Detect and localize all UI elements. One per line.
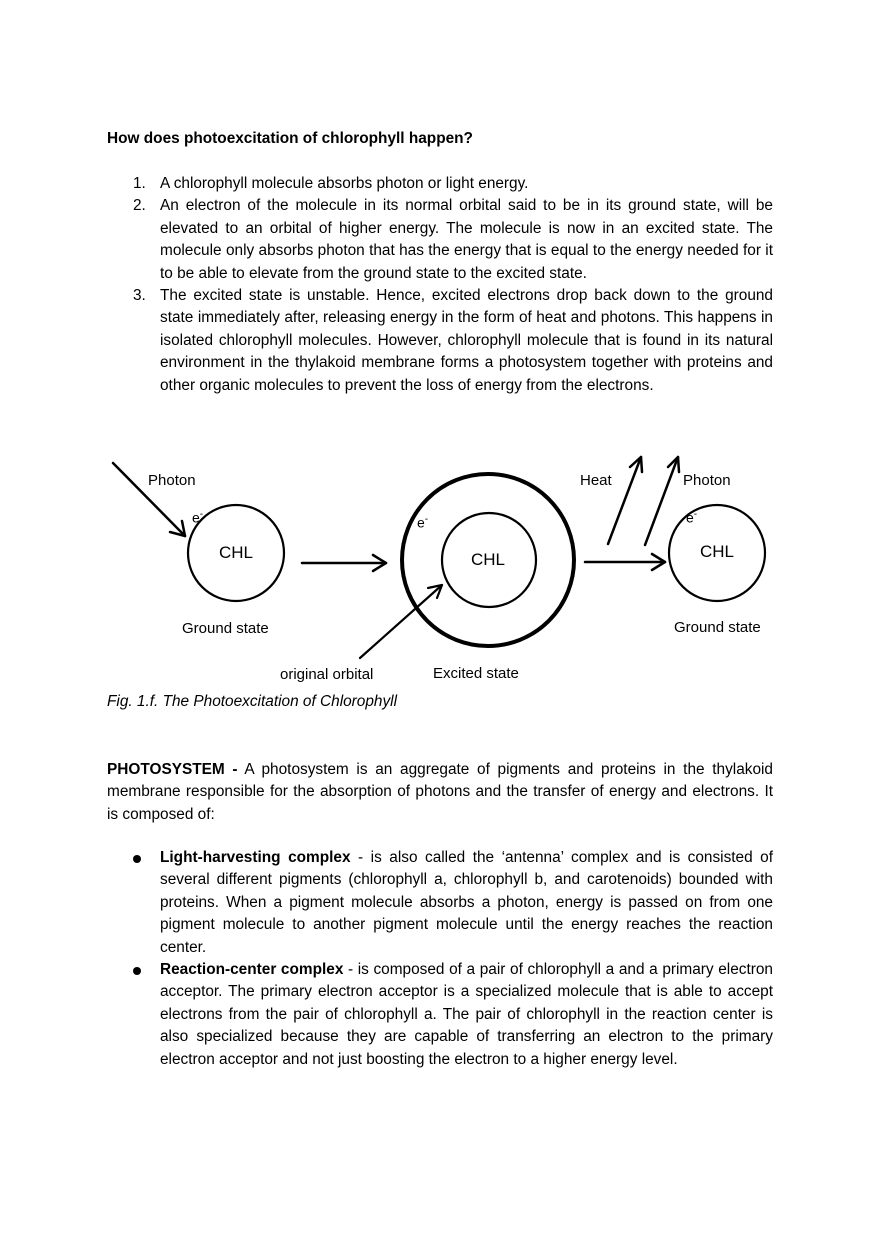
section-heading: How does photoexcitation of chlorophyll happen? xyxy=(107,130,473,147)
component-term: Reaction-center complex xyxy=(160,961,344,979)
photoexcitation-diagram xyxy=(0,440,880,700)
list-item xyxy=(107,195,773,285)
list-text: A chlorophyll molecule absorbs photon or light energy. xyxy=(160,175,529,192)
right-arrow-icon xyxy=(585,554,665,570)
steps-list xyxy=(107,173,773,397)
electron-label-right: e- xyxy=(686,509,698,526)
component-text: - is also called the ‘antenna’ complex and is consisted of several different pigments (chlorophyll a, chlorophyll b, and carotenoids) bounded with proteins. When a pigment molecule absorbs a photon, energy is passed on from one pigment molecule to another pigment molecule until the energy reaches the reaction center. xyxy=(160,849,773,956)
bullet-icon xyxy=(133,855,141,863)
photosystem-paragraph xyxy=(107,759,773,826)
list-item xyxy=(107,173,773,195)
right-arrow-icon xyxy=(302,555,386,571)
list-number: 1. xyxy=(133,175,146,192)
electron-label-left: e- xyxy=(192,509,204,526)
ground-state-label-right: Ground state xyxy=(674,619,761,636)
chl-label-left: CHL xyxy=(219,543,254,562)
photon-in-label: Photon xyxy=(148,472,196,489)
photosystem-term: PHOTOSYSTEM - xyxy=(107,761,238,778)
list-number: 3. xyxy=(133,287,146,305)
figure-caption: Fig. 1.f. The Photoexcitation of Chlorophyll xyxy=(107,693,398,710)
chl-label-excited: CHL xyxy=(471,550,506,569)
photoexcitation-figure xyxy=(0,440,880,700)
component-text: - is composed of a pair of chlorophyll a and a primary electron acceptor. The primary electron acceptor is a specialized molecule that is able to accept electrons from the pair of chlorophyll a. The pair of chlorophyll in the reaction center is also specialized because they are capable of transferring an electron to the primary electron acceptor and not just boosting the electron to a higher energy level. xyxy=(160,961,773,1068)
bullet-icon xyxy=(133,967,141,975)
list-text: An electron of the molecule in its normal orbital said to be in its ground state, will be elevated to an orbital of higher energy. The molecule is now in an excited state. The molecule only absorbs photon that has the energy that is equal to the energy needed for it to be able to elevate from the ground state to the excited state. xyxy=(160,197,773,282)
component-term: Light-harvesting complex xyxy=(160,849,351,866)
electron-label-excited: e- xyxy=(417,514,429,531)
list-number: 2. xyxy=(133,197,146,215)
list-item xyxy=(107,959,773,1071)
photon-out-label: Photon xyxy=(683,472,731,489)
components-list xyxy=(107,847,773,1071)
chl-label-right: CHL xyxy=(700,542,735,561)
excited-state-label: Excited state xyxy=(433,665,519,682)
original-orbital-label: original orbital xyxy=(280,666,374,683)
heat-label: Heat xyxy=(580,472,612,489)
photosystem-definition: A photosystem is an aggregate of pigments and proteins in the thylakoid membrane responsible for the absorption of photons and the transfer of energy and electrons. It is composed of: xyxy=(107,761,773,823)
ground-state-label-left: Ground state xyxy=(182,620,269,637)
list-text: The excited state is unstable. Hence, excited electrons drop back down to the ground state immediately after, releasing energy in the form of heat and photons. This happens in isolated chlorophyll molecules. However, chlorophyll molecule that is found in its natural environment in the thylakoid membrane forms a photosystem together with proteins and other organic molecules to prevent the loss of energy from the electrons. xyxy=(160,287,773,394)
list-item xyxy=(107,285,773,397)
list-item xyxy=(107,847,773,959)
heat-arrow-icon xyxy=(608,457,642,544)
